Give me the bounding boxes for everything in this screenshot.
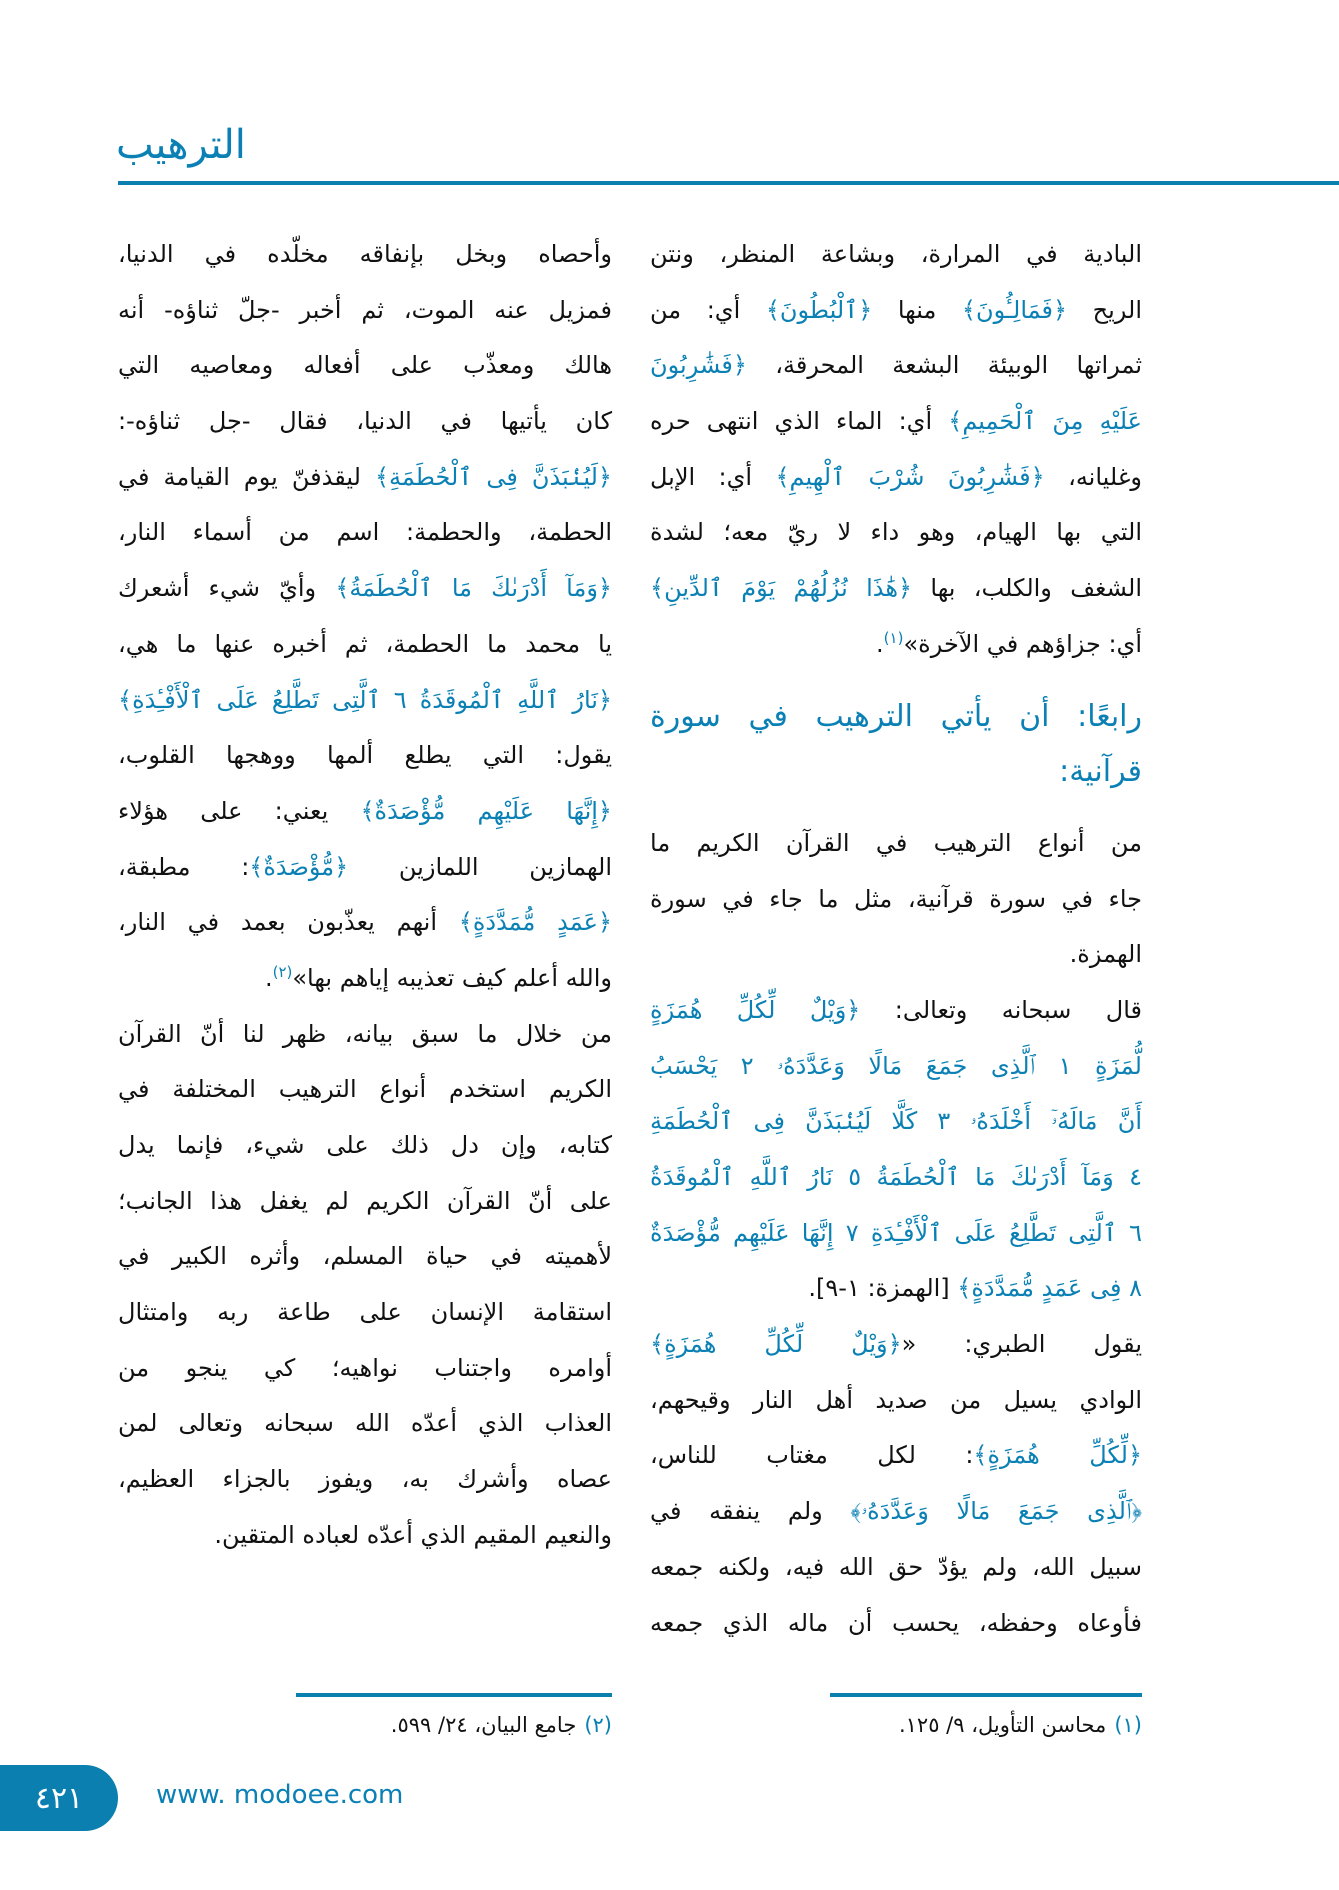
footnote-rule-right — [830, 1693, 1142, 1697]
quran-verse: ﴿فَمَالِـُٔونَ﴾ — [961, 295, 1068, 324]
text-line — [118, 1174, 612, 1230]
text-span: البادية في المرارة، وبشاعة المنظر، ونتن — [650, 240, 1142, 268]
text-line — [118, 561, 612, 617]
quran-verse: ﴿وَمَآ أَدْرَىٰكَ مَا ٱلْحُطَمَةُ﴾ — [335, 574, 612, 603]
text-line — [650, 1373, 1142, 1429]
quran-verse: ٦ ٱلَّتِى تَطَّلِعُ عَلَى ٱلْأَفْـِٔدَةِ ٧ إِنَّهَا عَلَيْهِم مُّؤْصَدَةٌ — [650, 1218, 1143, 1247]
footnote-number: (٢) — [584, 1713, 612, 1737]
text-span: وأحصاه وبخل بإنفاقه مخلّده في الدنيا، — [118, 240, 612, 268]
text-span: كتابه، وإن دل ذلك على شيء، فإنما يدل — [118, 1131, 612, 1159]
text-line — [650, 1484, 1142, 1540]
text-span: والنعيم المقيم الذي أعدّه لعباده المتقين. — [214, 1520, 612, 1549]
quran-verse: ﴿هَٰذَا نُزُلُهُمْ يَوْمَ ٱلدِّينِ﴾ — [650, 574, 913, 603]
running-header-title: الترهيب — [116, 122, 246, 168]
text-line — [650, 1428, 1142, 1484]
section-heading-line — [650, 689, 1142, 745]
quran-verse: ﴿لِّكُلِّ هُمَزَةٍ﴾ — [973, 1441, 1142, 1470]
text-span: من أنواع الترهيب في القرآن الكريم ما — [650, 828, 1142, 857]
text-span: الريح — [1067, 295, 1143, 324]
text-span: الكريم استخدم أنواع الترهيب المختلفة في — [118, 1075, 612, 1104]
text-span: فمزيل عنه الموت، ثم أخبر -جلّ ثناؤه- أنه — [118, 295, 612, 324]
text-line — [118, 1229, 612, 1285]
footnote-text: محاسن التأويل، ٩/ ١٢٥. — [898, 1713, 1107, 1737]
text-span: جاء في سورة قرآنية، مثل ما جاء في سورة — [650, 884, 1142, 913]
footnote-1 — [899, 1713, 1142, 1737]
quran-verse: ﴿عَمَدٍ مُّمَدَّدَةٍ﴾ — [458, 908, 613, 937]
quran-verse: ﴿فَشَٰرِبُونَ شُرْبَ ٱلْهِيمِ﴾ — [775, 462, 1045, 491]
page-number-badge: ٤٢١ — [0, 1765, 118, 1831]
text-span: الهمازين اللمازين — [348, 852, 612, 881]
quran-verse: ﴿ٱلْبُطُونَ﴾ — [765, 295, 873, 324]
text-span: التي بها الهيام، وهو داء لا ريّ معه؛ لشدة — [650, 518, 1142, 547]
text-line — [118, 394, 612, 450]
text-span: [الهمزة: ١-٩]. — [808, 1274, 958, 1303]
text-span: أي: الإبل — [650, 462, 776, 491]
text-line — [118, 338, 612, 394]
text-span: أي: جزاؤهم في الآخرة» — [903, 629, 1142, 658]
text-line — [650, 1317, 1142, 1373]
footnote-rule-left — [296, 1693, 612, 1697]
footnote-ref[interactable]: (١) — [883, 628, 904, 647]
text-span: : مطبقة، — [118, 852, 250, 881]
text-span: أي: من — [650, 295, 766, 324]
text-span: . — [264, 963, 273, 992]
text-line — [650, 1094, 1142, 1150]
quran-verse: لُّمَزَةٍ ١ ٱلَّذِى جَمَعَ مَالًا وَعَدَّدَهُۥ ٢ يَحْسَبُ — [650, 1051, 1142, 1080]
text-line — [650, 927, 1142, 983]
text-line — [650, 505, 1142, 561]
text-span: أي: الماء الذي انتهى حره — [650, 407, 949, 436]
text-line — [118, 1396, 612, 1452]
text-span: فأوعاه وحفظه، يحسب أن ماله الذي جمعه — [650, 1608, 1142, 1637]
text-line — [650, 617, 1142, 673]
quran-verse: ٨ فِى عَمَدٍ مُّمَدَّدَةٍ﴾ — [957, 1274, 1142, 1303]
text-line — [118, 1508, 612, 1564]
text-line — [118, 505, 612, 561]
left-text-column — [118, 227, 612, 1564]
quran-verse: عَلَيْهِ مِنَ ٱلْحَمِيمِ﴾ — [948, 407, 1143, 436]
text-line — [650, 1596, 1142, 1652]
text-span: هالك ومعذّب على أفعاله ومعاصيه التي — [118, 351, 612, 380]
text-span: يقول: التي يطلع ألمها ووهجها القلوب، — [118, 741, 612, 770]
text-span: الوادي يسيل من صديد أهل النار وقيحهم، — [650, 1385, 1142, 1414]
text-line — [118, 1452, 612, 1508]
text-line — [650, 561, 1142, 617]
text-line — [118, 784, 612, 840]
text-line — [118, 227, 612, 283]
text-span: . — [876, 629, 884, 658]
footnote-number: (١) — [1114, 1713, 1142, 1737]
text-line — [118, 895, 612, 951]
text-span: أنهم يعذّبون بعمد في النار، — [118, 908, 459, 937]
text-line — [118, 450, 612, 506]
text-line — [118, 1118, 612, 1174]
quran-verse: أَنَّ مَالَهُۥٓ أَخْلَدَهُۥ ٣ كَلَّا لَيُنۢبَذَنَّ فِى ٱلْحُطَمَةِ — [650, 1107, 1142, 1136]
quran-verse: ﴿مُّؤْصَدَةٌ﴾ — [249, 852, 349, 881]
text-line — [118, 951, 612, 1007]
text-line — [650, 1540, 1142, 1596]
quran-verse: ٤ وَمَآ أَدْرَىٰكَ مَا ٱلْحُطَمَةُ ٥ نَارُ ٱللَّهِ ٱلْمُوقَدَةُ — [650, 1163, 1142, 1191]
text-span: رابعًا: أن يأتي الترهيب في سورة — [650, 698, 1142, 734]
text-span: قرآنية: — [1059, 754, 1142, 790]
text-span: الهمزة. — [1069, 940, 1142, 969]
text-line — [650, 816, 1142, 872]
text-line — [650, 1261, 1142, 1317]
paragraph-gap — [650, 800, 1142, 816]
text-line — [650, 227, 1142, 283]
text-line — [118, 1285, 612, 1341]
quran-verse: ﴿وَيْلٌ لِّكُلِّ هُمَزَةٍ — [650, 995, 861, 1024]
quran-verse: ﴿فَشَٰرِبُونَ — [650, 351, 747, 380]
text-line — [650, 1039, 1142, 1095]
text-span: كان يأتيها في الدنيا، فقال -جل ثناؤه-: — [118, 407, 612, 436]
text-line — [650, 338, 1142, 394]
text-span: عصاه وأشرك به، ويفوز بالجزاء العظيم، — [118, 1465, 612, 1494]
text-span: سبيل الله، ولم يؤدّ حق الله فيه، ولكنه جمعه — [650, 1552, 1142, 1581]
quran-verse: ﴿ٱلَّذِى جَمَعَ مَالًا وَعَدَّدَهُۥ﴾ — [850, 1497, 1143, 1526]
text-span: وغليانه، — [1044, 462, 1143, 491]
text-span: استقامة الإنسان على طاعة ربه وامتثال — [118, 1298, 612, 1327]
text-span: يا محمد ما الحطمة، ثم أخبره عنها ما هي، — [118, 629, 612, 658]
paragraph-gap — [650, 673, 1142, 689]
text-span: ثمراتها الوبيئة البشعة المحرقة، — [746, 351, 1142, 380]
text-line — [118, 1062, 612, 1118]
text-span: : لكل مغتاب للناس، — [650, 1441, 974, 1470]
footnote-ref[interactable]: (٢) — [272, 962, 293, 981]
quran-verse: ﴿لَيُنۢبَذَنَّ فِى ٱلْحُطَمَةِ﴾ — [374, 462, 612, 491]
text-span: يقول الطبري: « — [901, 1330, 1143, 1359]
text-line — [650, 872, 1142, 928]
text-line — [118, 1007, 612, 1063]
footnote-2 — [391, 1713, 612, 1737]
text-line — [118, 283, 612, 339]
text-span: على أنّ القرآن الكريم لم يغفل هذا الجانب؛ — [118, 1186, 612, 1215]
text-line — [118, 673, 612, 729]
text-line — [118, 617, 612, 673]
text-line — [118, 728, 612, 784]
quran-verse: ﴿وَيْلٌ لِّكُلِّ هُمَزَةٍ﴾ — [650, 1330, 902, 1359]
text-span: منها — [872, 295, 962, 324]
text-span: ليقذفنّ يوم القيامة في — [118, 462, 375, 491]
footnote-text: جامع البيان، ٢٤/ ٥٩٩. — [390, 1713, 577, 1737]
text-line — [650, 283, 1142, 339]
website-link[interactable]: www. modoee.com — [156, 1780, 404, 1810]
text-line — [650, 1150, 1142, 1206]
text-line — [118, 840, 612, 896]
text-span: الحطمة، والحطمة: اسم من أسماء النار، — [118, 518, 612, 547]
text-span: ولم ينفقه في — [650, 1497, 851, 1526]
text-line — [650, 983, 1142, 1039]
text-span: والله أعلم كيف تعذيبه إياهم بها» — [292, 963, 612, 992]
right-text-column — [650, 227, 1142, 1651]
text-span: قال سبحانه وتعالى: — [860, 995, 1143, 1024]
text-line — [650, 1206, 1142, 1262]
text-span: لأهميته في حياة المسلم، وأثره الكبير في — [118, 1242, 612, 1271]
quran-verse: ﴿إِنَّهَا عَلَيْهِم مُّؤْصَدَةٌ﴾ — [360, 796, 612, 825]
text-span: العذاب الذي أعدّه الله سبحانه وتعالى لمن — [118, 1409, 612, 1438]
text-span: من خلال ما سبق بيانه، ظهر لنا أنّ القرآن — [118, 1019, 612, 1048]
header-rule — [118, 181, 1339, 185]
text-span: الشغف والكلب، بها — [912, 574, 1143, 603]
text-line — [650, 450, 1142, 506]
text-span: يعني: على هؤلاء — [118, 796, 361, 825]
text-span: وأيّ شيء أشعرك — [118, 574, 336, 603]
text-span: أوامره واجتناب نواهيه؛ كي ينجو من — [118, 1353, 612, 1382]
quran-verse: ﴿نَارُ ٱللَّهِ ٱلْمُوقَدَةُ ٦ ٱلَّتِى تَطَّلِعُ عَلَى ٱلْأَفْـِٔدَةِ﴾ — [118, 685, 613, 714]
section-heading-line — [650, 744, 1142, 800]
text-line — [118, 1341, 612, 1397]
text-line — [650, 394, 1142, 450]
